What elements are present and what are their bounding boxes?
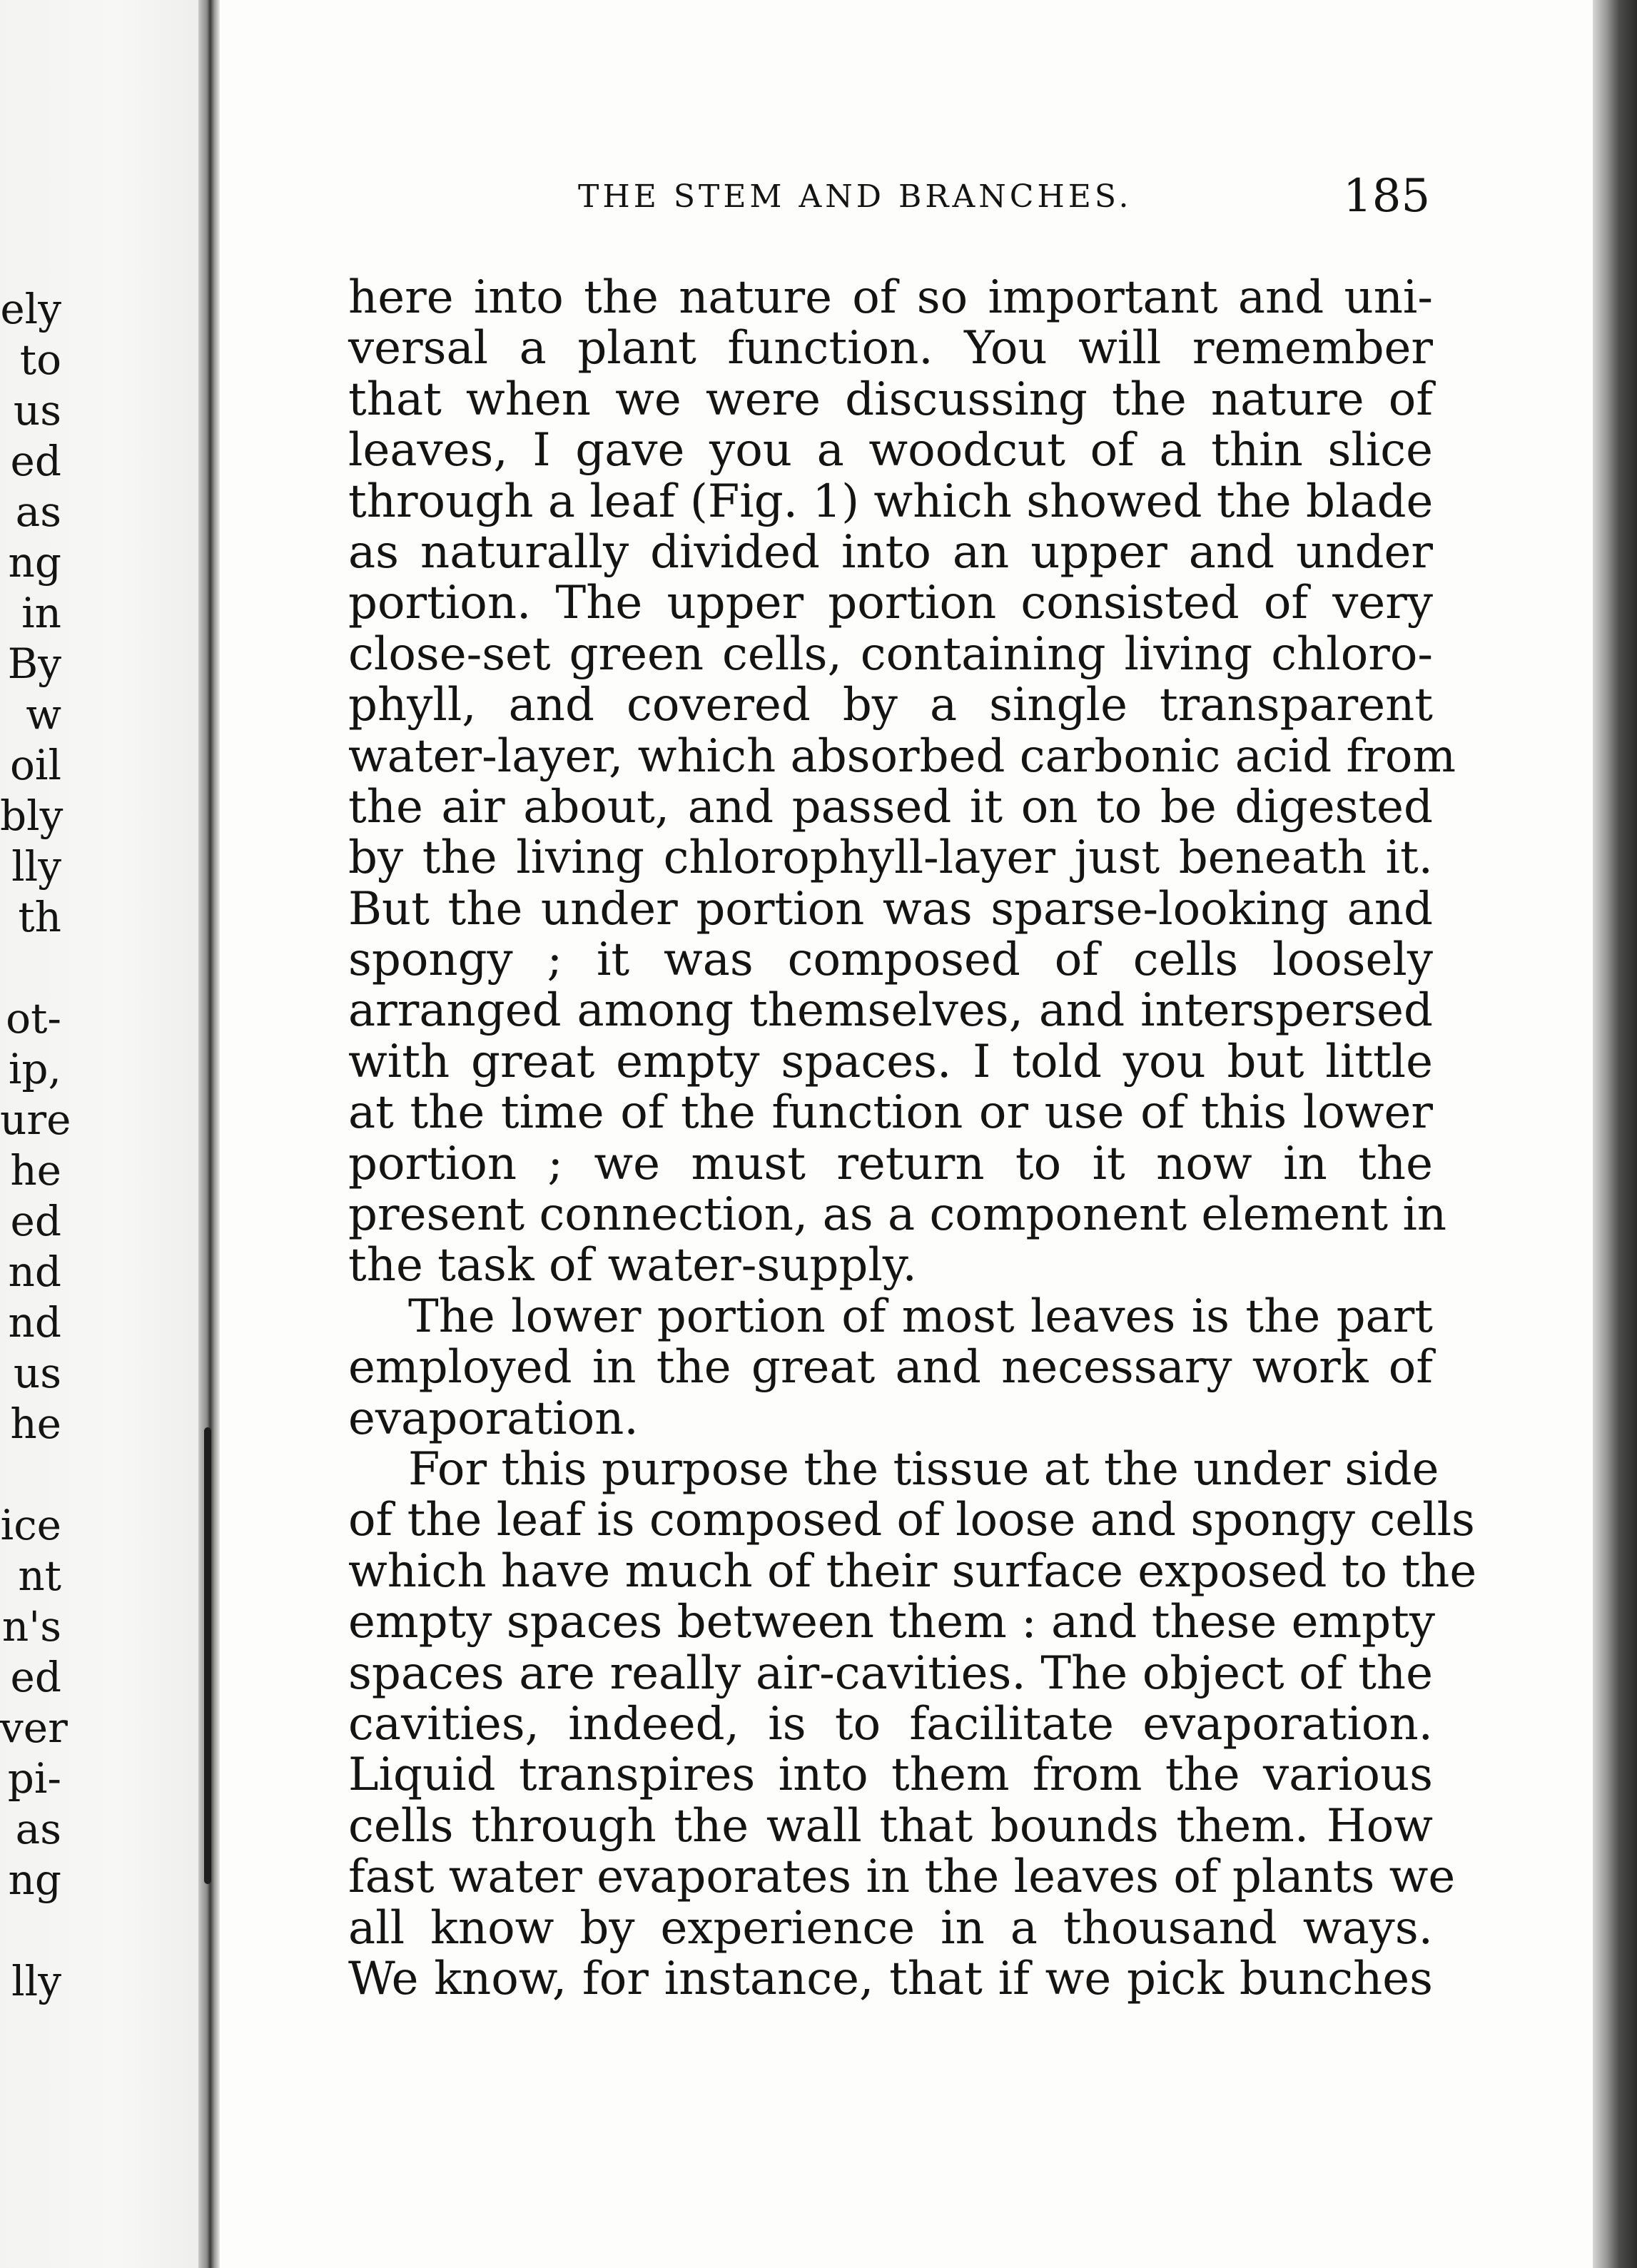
previous-page-line-endings bbox=[0, 284, 71, 2007]
fragment: n's bbox=[1, 1602, 61, 1651]
fragment: he bbox=[10, 1399, 61, 1448]
text-line: all know by experience in a thousand ways. bbox=[348, 1901, 1433, 1955]
text-line: by the living chlorophyll-layer just beneath it. bbox=[348, 831, 1433, 885]
text-line: arranged among themselves, and interspersed bbox=[348, 984, 1433, 1038]
text-line: We know, for instance, that if we pick bunches bbox=[348, 1952, 1433, 2005]
previous-page-strip bbox=[0, 0, 201, 2268]
fragment: us bbox=[13, 386, 61, 435]
text-line: versal a plant function. You will remember bbox=[348, 322, 1433, 375]
fragment: ice bbox=[0, 1501, 61, 1549]
text-line: cavities, indeed, is to facilitate evaporation. bbox=[348, 1697, 1433, 1751]
text-line: evaporation. bbox=[348, 1392, 639, 1445]
book-gutter bbox=[198, 0, 220, 2268]
fragment: lly bbox=[11, 842, 61, 891]
fragment: ely bbox=[0, 285, 61, 333]
fragment: ure bbox=[0, 1095, 71, 1144]
fragment: By bbox=[7, 639, 61, 688]
fragment-gap bbox=[0, 943, 61, 993]
text-line: the air about, and passed it on to be digested bbox=[348, 780, 1433, 834]
paragraph-start-line: The lower portion of most leaves is the part bbox=[408, 1290, 1433, 1343]
fragment: ip, bbox=[8, 1045, 61, 1093]
text-line: here into the nature of so important and uni- bbox=[348, 271, 1433, 324]
text-line: at the time of the function or use of this lower bbox=[348, 1086, 1433, 1140]
text-line: leaves, I gave you a woodcut of a thin slice bbox=[348, 424, 1433, 477]
text-line: of the leaf is composed of loose and spongy cells bbox=[348, 1494, 1475, 1547]
fragment: bly bbox=[0, 791, 64, 840]
running-head: THE STEM AND BRANCHES. bbox=[578, 178, 1132, 215]
page-edge-shadow bbox=[1593, 0, 1637, 2268]
text-line: present connection, as a component element in bbox=[348, 1188, 1447, 1242]
fragment: nd bbox=[8, 1247, 61, 1296]
paragraph-start-line: For this purpose the tissue at the under side bbox=[408, 1442, 1439, 1496]
text-line: spongy ; it was composed of cells loosely bbox=[348, 933, 1433, 987]
fragment: ed bbox=[10, 437, 61, 485]
fragment: ng bbox=[8, 538, 61, 587]
text-line: as naturally divided into an upper and under bbox=[348, 525, 1433, 579]
fragment: as bbox=[15, 1805, 61, 1853]
fragment: lly bbox=[11, 1957, 61, 2005]
gutter-shadow bbox=[204, 1427, 211, 1884]
text-line: water-layer, which absorbed carbonic acid from bbox=[348, 729, 1456, 783]
fragment: w bbox=[26, 690, 61, 739]
fragment: he bbox=[10, 1146, 61, 1195]
text-line: portion. The upper portion consisted of very bbox=[348, 577, 1433, 630]
body-text bbox=[348, 271, 1477, 2005]
fragment: ot- bbox=[6, 994, 61, 1043]
text-line: phyll, and covered by a single transparent bbox=[348, 679, 1433, 732]
fragment-gap bbox=[0, 1905, 61, 1956]
text-line: the task of water-supply. bbox=[348, 1239, 917, 1292]
text-line: portion ; we must return to it now in the bbox=[348, 1137, 1433, 1190]
fragment: ver bbox=[0, 1703, 68, 1752]
text-line: cells through the wall that bounds them. How bbox=[348, 1799, 1433, 1853]
fragment-gap bbox=[0, 1449, 61, 1500]
fragment: ed bbox=[10, 1197, 61, 1245]
fragment: us bbox=[13, 1349, 61, 1397]
text-line: empty spaces between them : and these empty bbox=[348, 1596, 1435, 1649]
text-line: But the under portion was sparse-looking and bbox=[348, 882, 1433, 936]
fragment: oil bbox=[9, 741, 61, 789]
text-line: fast water evaporates in the leaves of plants we bbox=[348, 1851, 1456, 1904]
text-line: that when we were discussing the nature of bbox=[348, 373, 1433, 426]
text-line: with great empty spaces. I told you but little bbox=[348, 1035, 1433, 1088]
fragment: th bbox=[18, 893, 61, 941]
fragment: as bbox=[15, 487, 61, 536]
text-line: employed in the great and necessary work of bbox=[348, 1341, 1433, 1394]
text-line: through a leaf (Fig. 1) which showed the blade bbox=[348, 475, 1434, 528]
fragment: in bbox=[21, 589, 61, 637]
text-line: spaces are really air-cavities. The object of the bbox=[348, 1646, 1433, 1700]
page-number: 185 bbox=[1343, 170, 1431, 223]
fragment: nt bbox=[18, 1551, 61, 1600]
fragment: ed bbox=[10, 1653, 61, 1701]
text-line: Liquid transpires into them from the various bbox=[348, 1748, 1433, 1802]
fragment: to bbox=[19, 335, 61, 384]
fragment: nd bbox=[8, 1298, 61, 1347]
fragment: pi- bbox=[7, 1754, 61, 1803]
fragment: ng bbox=[8, 1856, 61, 1904]
text-line: close-set green cells, containing living chloro- bbox=[348, 627, 1433, 681]
text-line: which have much of their surface exposed to the bbox=[348, 1544, 1477, 1598]
